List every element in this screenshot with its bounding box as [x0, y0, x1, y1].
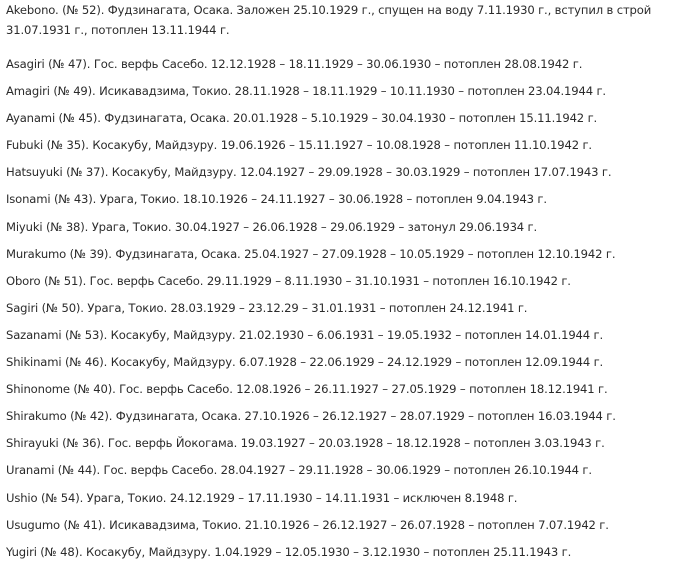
entry-murakumo: Murakumo (№ 39). Фудзинагата, Осака. 25.04.1927 – 27.09.1928 – 10.05.1929 – потоплен 12.10.1942 г.	[6, 246, 616, 261]
entry-shirakumo: Shirakumo (№ 42). Фудзинагата, Осака. 27.10.1926 – 26.12.1927 – 28.07.1929 – потоплен 16.03.1944 г.	[6, 409, 616, 424]
entry-oboro: Oboro (№ 51). Гос. верфь Сасебо. 29.11.1929 – 8.11.1930 – 31.10.1931 – потоплен 16.10.1942 г.	[6, 273, 571, 288]
entry-hatsuyuki: Hatsuyuki (№ 37). Косакубу, Майдзуру. 12.04.1927 – 29.09.1928 – 30.03.1929 – потоплен 17.07.1943 г.	[6, 165, 612, 180]
entry-akebono: Akebono. (№ 52). Фудзинагата, Осака. Заложен 25.10.1929 г., спущен на воду 7.11.1930 г., вступил в строй 31.07.1931 г., потоплен 13.11.1944 г.	[6, 3, 652, 37]
entry-shirayuki: Shirayuki (№ 36). Гос. верфь Йокогама. 19.03.1927 – 20.03.1928 – 18.12.1928 – потоплен 3.03.1943 г.	[6, 436, 605, 451]
entry-yugiri: Yugiri (№ 48). Косакубу, Майдзуру. 1.04.1929 – 12.05.1930 – 3.12.1930 – потоплен 25.11.1943 г.	[6, 544, 572, 559]
entry-sazanami: Sazanami (№ 53). Косакубу, Майдзуру. 21.02.1930 – 6.06.1931 – 19.05.1932 – потоплен 14.01.1944 г.	[6, 327, 604, 342]
entry-ushio: Ushio (№ 54). Урага, Токио. 24.12.1929 – 17.11.1930 – 14.11.1931 – исключен 8.1948 г.	[6, 490, 518, 505]
entry-uranami: Uranami (№ 44). Гос. верфь Сасебо. 28.04.1927 – 29.11.1928 – 30.06.1929 – потоплен 26.10.1944 г.	[6, 463, 592, 478]
entry-asagiri: Asagiri (№ 47). Гос. верфь Сасебо. 12.12.1928 – 18.11.1929 – 30.06.1930 – потоплен 28.08.1942 г.	[6, 57, 583, 71]
entry-usugumo: Usugumo (№ 41). Исикавадзима, Токио. 21.10.1926 – 26.12.1927 – 26.07.1928 – потоплен 7.07.1942 г.	[6, 517, 609, 532]
entry-shikinami: Shikinami (№ 46). Косакубу, Майдзуру. 6.07.1928 – 22.06.1929 – 24.12.1929 – потоплен 12.09.1944 г.	[6, 355, 604, 370]
entry-shinonome: Shinonome (№ 40). Гос. верфь Сасебо. 12.08.1926 – 26.11.1927 – 27.05.1929 – потоплен 18.12.1941 г.	[6, 382, 608, 397]
entry-isonami: Isonami (№ 43). Урага, Токио. 18.10.1926 – 24.11.1927 – 30.06.1928 – потоплен 9.04.1943 г.	[6, 192, 547, 207]
entry-ayanami: Ayanami (№ 45). Фудзинагата, Осака. 20.01.1928 – 5.10.1929 – 30.04.1930 – потоплен 15.11.1942 г.	[6, 111, 598, 126]
entry-fubuki: Fubuki (№ 35). Косакубу, Майдзуру. 19.06.1926 – 15.11.1927 – 10.08.1928 – потоплен 11.10.1942 г.	[6, 138, 592, 153]
ship-list	[6, 0, 696, 562]
entry-amagiri: Amagiri (№ 49). Исикавадзима, Токио. 28.11.1928 – 18.11.1929 – 10.11.1930 – потоплен 23.04.1944 г.	[6, 84, 606, 99]
entry-sagiri: Sagiri (№ 50). Урага, Токио. 28.03.1929 – 23.12.29 – 31.01.1931 – потоплен 24.12.1941 г.	[6, 300, 528, 315]
entry-miyuki: Miyuki (№ 38). Урага, Токио. 30.04.1927 – 26.06.1928 – 29.06.1929 – затонул 29.06.1934 г.	[6, 219, 538, 234]
